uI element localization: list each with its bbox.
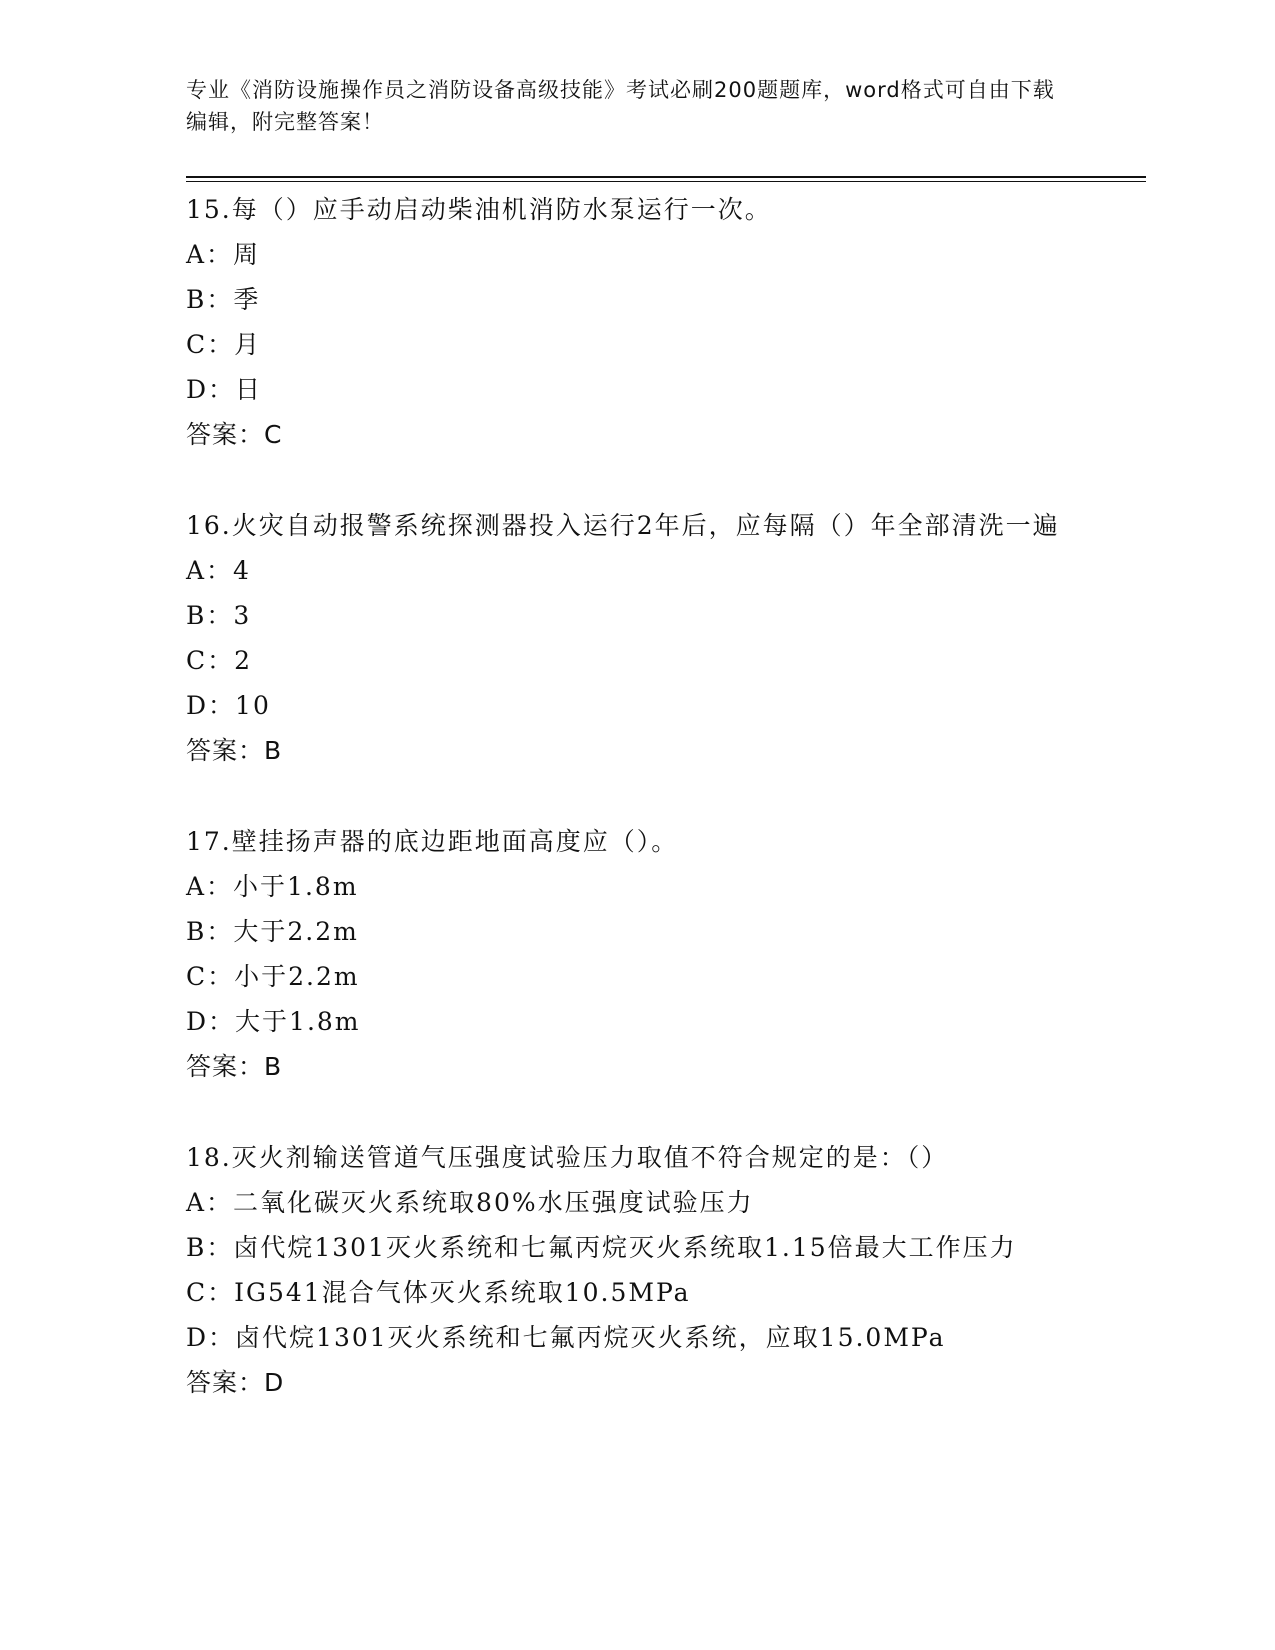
option-c: C：小于2.2m (186, 962, 360, 991)
option-b: B：季 (186, 285, 261, 314)
option-b: B：3 (186, 601, 252, 630)
answer: 答案：D (186, 1368, 285, 1397)
question-stem: 17.壁挂扬声器的底边距地面高度应（）。 (186, 827, 679, 856)
question-16 (186, 502, 1086, 774)
question-15 (186, 186, 1086, 458)
option-a: A：周 (186, 240, 261, 269)
question-stem: 15.每（）应手动启动柴油机消防水泵运行一次。 (186, 195, 772, 224)
option-c: C：IG541混合气体灭火系统取10.5MPa (186, 1278, 691, 1307)
option-b: B：大于2.2m (186, 917, 359, 946)
question-18 (186, 1134, 1086, 1406)
option-d: D：卤代烷1301灭火系统和七氟丙烷灭火系统，应取15.0MPa (186, 1323, 946, 1352)
option-a: A：4 (186, 556, 251, 585)
answer: 答案：B (186, 736, 283, 765)
option-b: B：卤代烷1301灭火系统和七氟丙烷灭火系统取1.15倍最大工作压力 (186, 1233, 1017, 1262)
option-d: D：10 (186, 691, 271, 720)
question-list (186, 186, 1086, 1450)
answer: 答案：C (186, 420, 283, 449)
option-a: A：二氧化碳灭火系统取80%水压强度试验压力 (186, 1188, 754, 1217)
header-divider-thin (186, 181, 1146, 182)
option-a: A：小于1.8m (186, 872, 359, 901)
header-divider (186, 176, 1146, 178)
question-stem: 18.灭火剂输送管道气压强度试验压力取值不符合规定的是：（） (186, 1143, 949, 1172)
question-stem: 16.火灾自动报警系统探测器投入运行2年后，应每隔（）年全部清洗一遍 (186, 511, 1060, 540)
option-d: D：日 (186, 375, 263, 404)
option-c: C：月 (186, 330, 262, 359)
option-c: C：2 (186, 646, 253, 675)
document-header: 专业《消防设施操作员之消防设备高级技能》考试必刷200题题库，word格式可自由下载编辑，附完整答案！ (186, 78, 1055, 134)
option-d: D：大于1.8m (186, 1007, 361, 1036)
answer: 答案：B (186, 1052, 283, 1081)
question-17 (186, 818, 1086, 1090)
